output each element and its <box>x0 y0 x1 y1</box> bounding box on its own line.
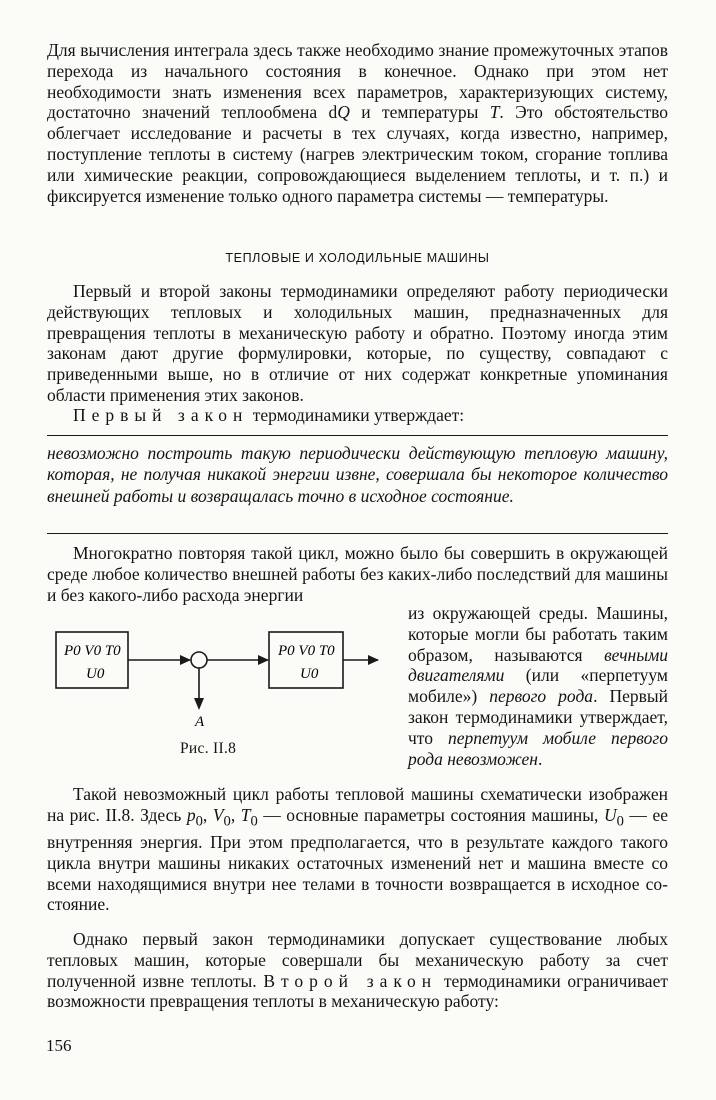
box1-params: P0 V0 T0 <box>64 643 121 659</box>
box2-energy: U0 <box>300 666 319 682</box>
rule-top <box>47 435 668 436</box>
page-number: 156 <box>46 1036 72 1055</box>
cycle-node <box>191 652 207 668</box>
para4-start: Однако первый закон термодинамики допускает существование любых тепловых машин, которые совершали бы механическую работу за счет полученной извне теплоты. <box>47 929 668 991</box>
first-law-intro <box>73 405 668 426</box>
intro-paragraph: Для вычисления интеграла здесь также необходимо знание промежуточных этапов перехода из начального состояния в конечное. Однако при этом нет необходимости знать изменения всех параметров, характеризующих систему, достаточно значений теплообмена dQ и температуры T. Это обстоятельство облегчает исследование и расчеты в тех случаях, когда известно, например, поступление теплоты в систему (нагрев электрическим током, сгорание топлива или химические реакции, сопровождающиеся выделением теплоты, и т. п.) и фиксируется изменение только одного параметра системы — температуры. <box>47 40 668 206</box>
second-law-spaced: Второй закон <box>263 970 438 991</box>
float-paragraph: из окружающей среды. Машины, которые могли бы работать таким образом, называются вечными двигателями (или «перпетуум мобиле») первого рода. Первый закон термодинамики утверждает, что перпетуум мобиле первого рода невозможен. <box>408 603 669 769</box>
rule-bottom <box>47 533 668 534</box>
first-law-rest: термодинамики утверждает: <box>252 405 465 425</box>
section-paragraph-3: Такой невозможный цикл работы тепловой машины схематически изображен на рис. II.8. Здесь $p_0$, $V_0$, $T_0$ — основные параметры состояния машины, $U_0$ — ее внутренняя энергия. При этом предполагается, что в результате каждого такого цикла внутри машины никаких остаточных изменений нет и машина вместе со всеми находящимися внутри нее телами в точности возвращается в исходное состояние. <box>47 784 669 915</box>
box1-energy: U0 <box>86 666 105 682</box>
section-heading: ТЕПЛОВЫЕ И ХОЛОДИЛЬНЫЕ МАШИНЫ <box>225 251 490 265</box>
para4-end: термодинамики ограничивает возможности превращения теплоты в механическую работу: <box>47 970 668 1012</box>
arrow-head-1 <box>180 655 191 665</box>
arrow-head-2 <box>258 655 269 665</box>
section-paragraph-1: Первый и второй законы термодинамики определяют работу периодически действующих тепловых и холодильных машин, предназначенных для превращения теплоты в механическую работу и обратно. Поэтому иногда этим законам дают другие формулировки, которые, по существу, совпадают с приведенными выше, но в отличие от них содержат конкретные упоминания области применения этих законов. <box>47 281 668 405</box>
work-label: A <box>195 714 205 730</box>
first-law-definition: невозможно построить такую периодически действующую тепловую машину, которая, не получая никакой энергии извне, совершала бы некоторое количество внешней работы и возвращалась точно в исходное состояние. <box>47 443 668 506</box>
figure-caption: Рис. II.8 <box>180 740 237 757</box>
section-paragraph-2: Многократно повторяя такой цикл, можно было бы совершить в окружающей среде любое количество внешней работы без каких-либо последствий для машины и без какого-либо расхода энергии <box>47 543 668 605</box>
section-paragraph-4 <box>47 929 668 1012</box>
first-law-spaced: Первый закон <box>73 405 249 425</box>
arrow-head-3 <box>368 655 379 665</box>
box2-params: P0 V0 T0 <box>278 643 335 659</box>
work-arrow-head <box>194 698 204 710</box>
